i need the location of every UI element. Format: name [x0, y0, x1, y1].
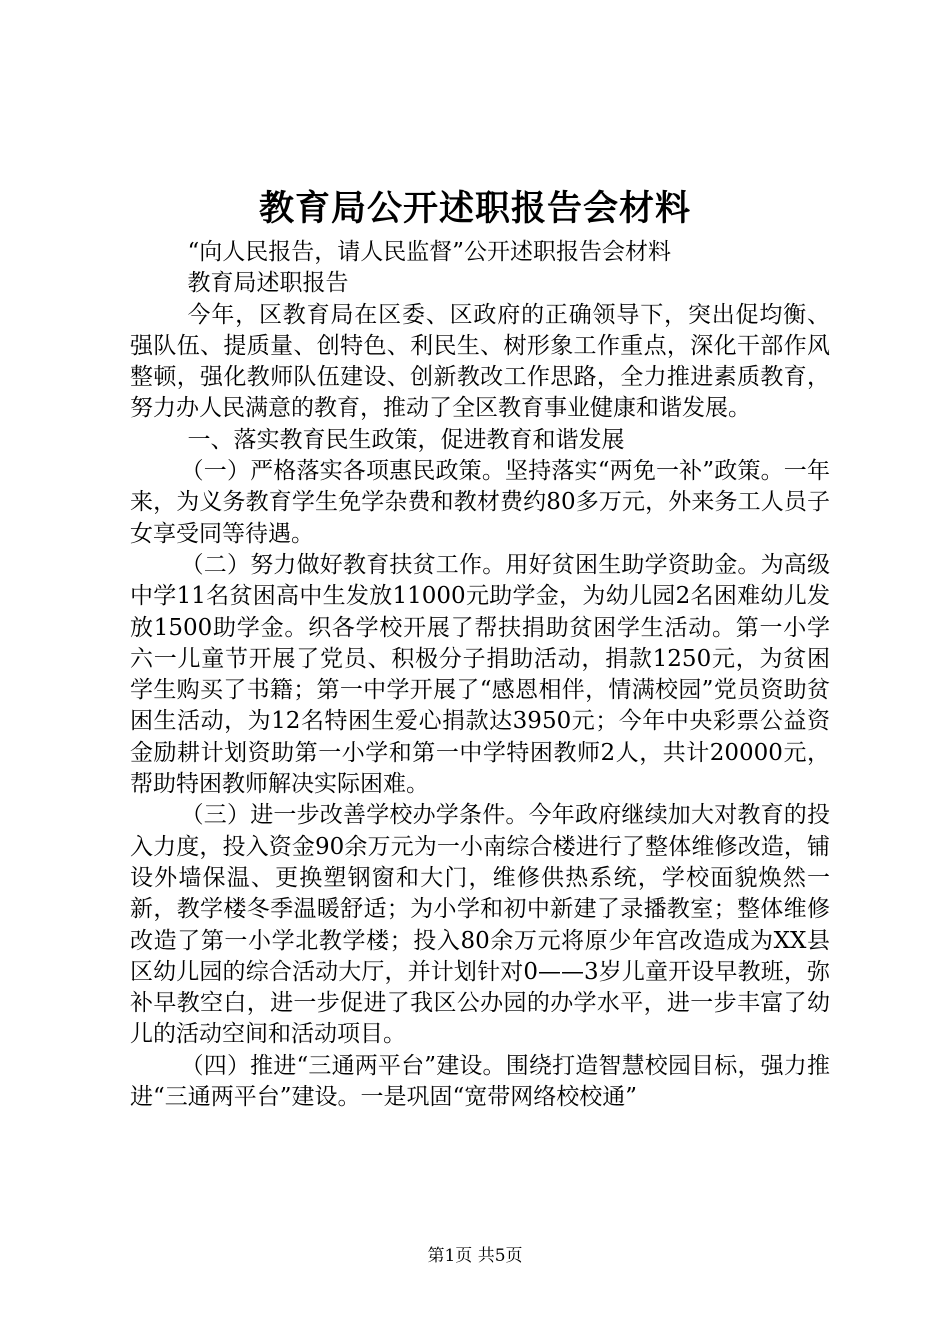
paragraph-item-4: （四）推进“三通两平台”建设。围绕打造智慧校园目标，强力推进“三通两平台”建设。一是巩固“宽带网络校校通” — [130, 1052, 830, 1111]
document-title: 教育局公开述职报告会材料 — [258, 189, 691, 229]
paragraph-report-heading: 教育局述职报告 — [187, 270, 349, 297]
page-number-footer: 第1页 共5页 — [427, 1246, 523, 1266]
paragraph-subtitle: “向人民报告，请人民监督”公开述职报告会材料 — [187, 239, 672, 265]
section-heading-1: 一、落实教育民生政策，促进教育和谐发展 — [187, 426, 625, 453]
paragraph-item-1: （一）严格落实各项惠民政策。坚持落实“两免一补”政策。一年来，为义务教育学生免学杂费和教材费约80多万元，外来务工人员子女享受同等待遇。 — [130, 458, 830, 547]
paragraph-item-3: （三）进一步改善学校办学条件。今年政府继续加大对教育的投入力度，投入资金90余万元为一小南综合楼进行了整体维修改造，铺设外墙保温、更换塑钢窗和大门，维修供热系统，学校面貌焕然一新，教学楼冬季温暖舒适；为小学和初中新建了录播教室；整体维修改造了第一小学北教学楼；投入80余万元将原少年宫改造成为XX县区幼儿园的综合活动大厅，并计划针对0——3岁儿童开设早教班，弥补早教空白，进一步促进了我区公办园的办学水平，进一步丰富了幼儿的活动空间和活动项目。 — [130, 802, 830, 1048]
document-body — [130, 237, 830, 1113]
paragraph-item-2: （二）努力做好教育扶贫工作。用好贫困生助学资助金。为高级中学11名贫困高中生发放11000元助学金，为幼儿园2名困难幼儿发放1500助学金。织各学校开展了帮扶捐助贫困学生活动。第一小学六一儿童节开展了党员、积极分子捐助活动，捐款1250元，为贫困学生购买了书籍；第一中学开展了“感恩相伴，情满校园”党员资助贫困生活动，为12名特困生爱心捐款达3950元；今年中央彩票公益资金励耕计划资助第一小学和第一中学特困教师2人，共计20000元，帮助特困教师解决实际困难。 — [130, 551, 830, 798]
paragraph-intro: 今年，区教育局在区委、区政府的正确领导下，突出促均衡、强队伍、提质量、创特色、利民生、树形象工作重点，深化干部作风整顿，强化教师队伍建设、创新教改工作思路，全力推进素质教育，努力办人民满意的教育，推动了全区教育事业健康和谐发展。 — [130, 301, 830, 422]
